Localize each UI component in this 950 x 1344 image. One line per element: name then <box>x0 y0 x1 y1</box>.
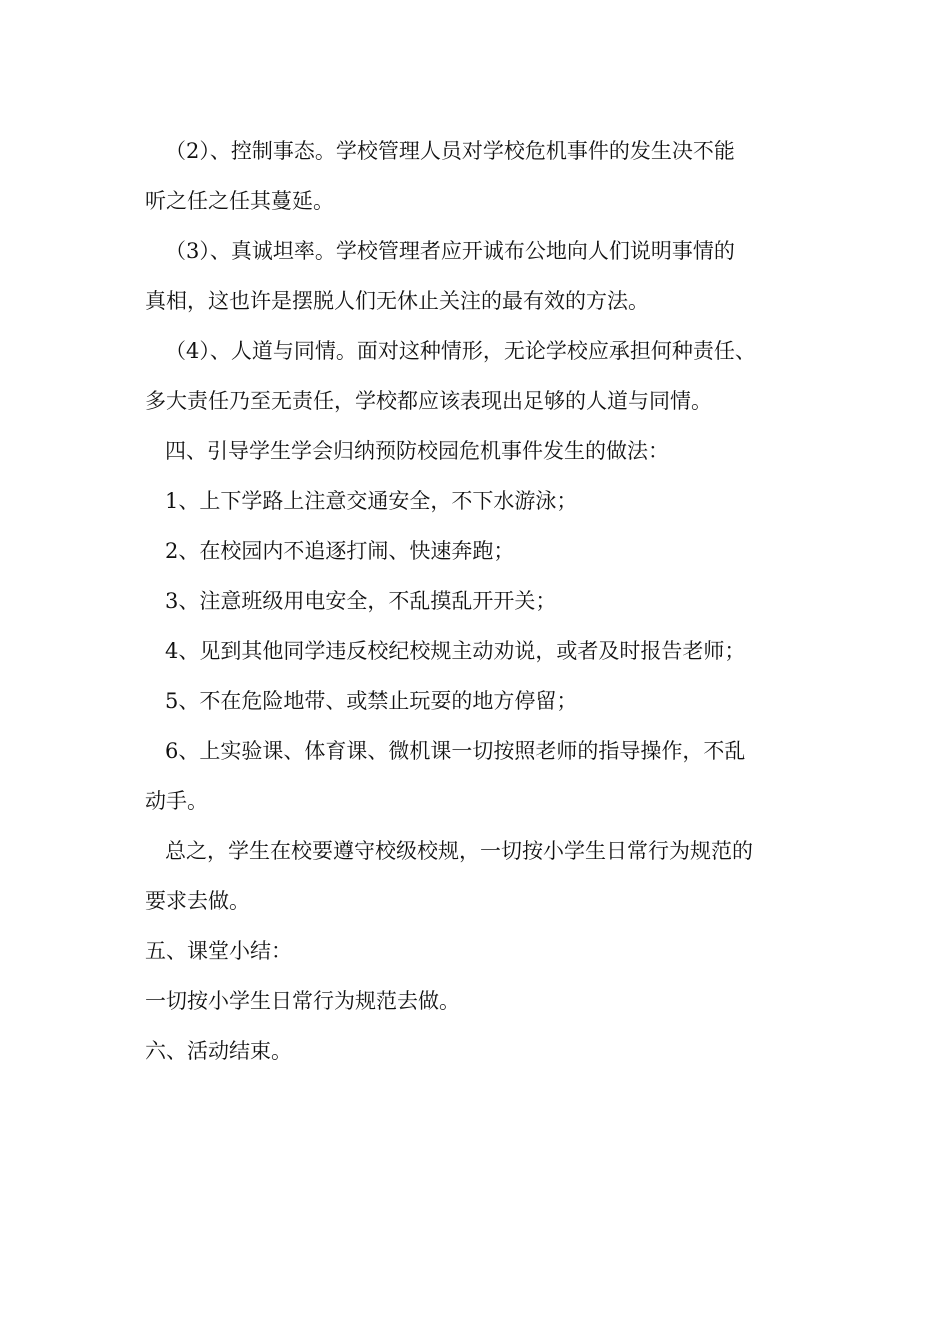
list-item-1: 1、上下学路上注意交通安全，不下水游泳； <box>165 489 578 513</box>
summary-line-2: 要求去做。 <box>145 889 250 913</box>
list-item-3: 3、注意班级用电安全，不乱摸乱开开关； <box>165 589 557 613</box>
paragraph-3-line-2: 真相，这也许是摆脱人们无休止关注的最有效的方法。 <box>145 289 649 313</box>
paragraph-4-line-2: 多大责任乃至无责任，学校都应该表现出足够的人道与同情。 <box>145 389 712 413</box>
list-item-6-line-2: 动手。 <box>145 789 208 813</box>
section-five-heading: 五、课堂小结： <box>145 939 292 963</box>
section-five-content: 一切按小学生日常行为规范去做。 <box>145 989 460 1013</box>
paragraph-2-line-1: （2）、控制事态。学校管理人员对学校危机事件的发生决不能 <box>165 139 735 163</box>
section-six-heading: 六、活动结束。 <box>145 1039 292 1063</box>
summary-line-1: 总之，学生在校要遵守校级校规，一切按小学生日常行为规范的 <box>165 839 753 863</box>
list-item-4: 4、见到其他同学违反校纪校规主动劝说，或者及时报告老师； <box>165 639 746 663</box>
list-item-5: 5、不在危险地带、或禁止玩耍的地方停留； <box>165 689 578 713</box>
paragraph-2-line-2: 听之任之任其蔓延。 <box>145 189 334 213</box>
list-item-6-line-1: 6、上实验课、体育课、微机课一切按照老师的指导操作，不乱 <box>165 739 746 763</box>
list-item-2: 2、在校园内不追逐打闹、快速奔跑； <box>165 539 515 563</box>
paragraph-4-line-1: （4）、人道与同情。面对这种情形，无论学校应承担何种责任、 <box>165 339 756 363</box>
section-four-heading: 四、引导学生学会归纳预防校园危机事件发生的做法： <box>165 439 669 463</box>
paragraph-3-line-1: （3）、真诚坦率。学校管理者应开诚布公地向人们说明事情的 <box>165 239 735 263</box>
